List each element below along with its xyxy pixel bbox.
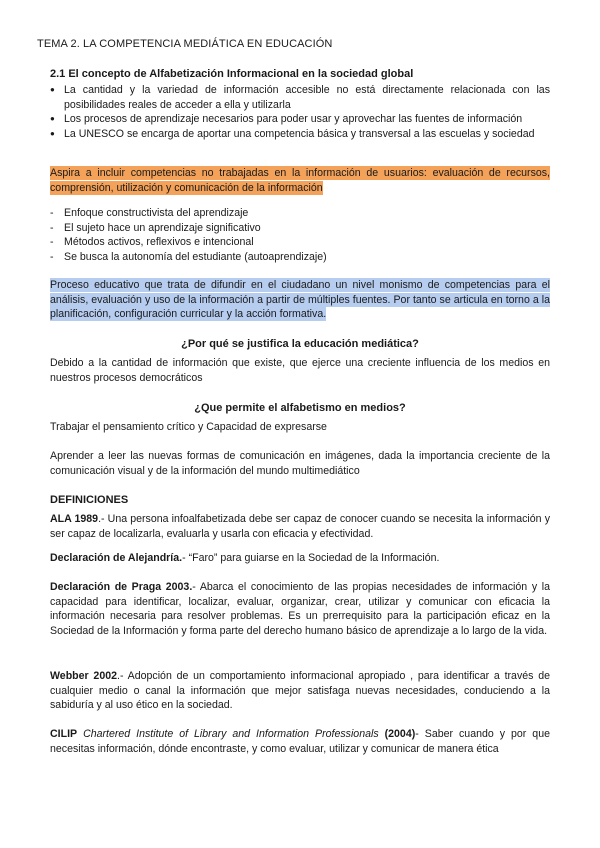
orange-highlight-text: Aspira a incluir competencias no trabajadas en la información de usuarios: evaluación de recursos, comprensión, utilización y comunicación de la información: [50, 167, 550, 194]
question-media-literacy: ¿Que permite el alfabetismo en medios?: [194, 402, 406, 414]
definition-term: ALA 1989: [50, 513, 99, 525]
definition-text: - Abarca el conocimiento de las propias necesidades de información y la capacidad para identificar, localizar, evaluar, organizar, crear, utilizar y comunicar con eficacia la información necesaria para resolver problemas. Es un prerrequisito para la participación eficaz en la Sociedad de la Información y forma parte del derecho humano básico de aprendizaje a lo largo de la vida.: [50, 581, 550, 637]
orange-highlight-block: [50, 166, 550, 195]
definition-ala: [50, 512, 550, 541]
definition-webber: [50, 669, 550, 713]
definition-alejandria: [50, 551, 550, 566]
dash-item: - El sujeto hace un aprendizaje significativo: [50, 221, 550, 236]
answer-media-education: Debido a la cantidad de información que existe, que ejerce una creciente influencia de los medios en nuestros procesos democráticos: [50, 357, 550, 384]
bullet-item: ● La cantidad y la variedad de información accesible no está directamente relacionada con las posibilidades reales de acceder a ella y utilizarla: [50, 83, 550, 112]
blue-highlight-text: Proceso educativo que trata de difundir en el ciudadano un nivel monismo de competencias para el análisis, evaluación y uso de la información a partir de múltiples fuentes. Por tanto se articula en torno a la planificación, configuración curricular y la acción formativa.: [50, 279, 550, 321]
bullet-item: ● Los procesos de aprendizaje necesarios para poder usar y aprovechar las fuentes de información: [50, 112, 550, 127]
cilip-full-name: Chartered Institute of Library and Information Professionals: [83, 728, 379, 740]
bullet-item: ● La UNESCO se encarga de aportar una competencia básica y transversal a las escuelas y sociedad: [50, 127, 550, 142]
definition-cilip: [50, 727, 550, 756]
definition-term: Declaración de Praga 2003.: [50, 581, 193, 593]
answer-media-literacy-1: Trabajar el pensamiento crítico y Capacidad de expresarse: [50, 421, 327, 433]
document-title: TEMA 2. LA COMPETENCIA MEDIÁTICA EN EDUCACIÓN: [37, 38, 333, 50]
definition-text: .- Adopción de un comportamiento informacional apropiado , para identificar a través de cualquier medio o canal la información que mejor satisfaga nuevas necesidades, conduciendo a la sabiduría y al uso ético en la sociedad.: [50, 670, 550, 712]
answer-media-literacy-2: Aprender a leer las nuevas formas de comunicación en imágenes, dada la importancia creciente de la comunicación visual y de la información del mundo multimediático: [50, 450, 550, 477]
definition-term: Webber 2002: [50, 670, 117, 682]
dash-item: - Se busca la autonomía del estudiante (autoaprendizaje): [50, 250, 550, 265]
dash-item: - Enfoque constructivista del aprendizaje: [50, 206, 550, 221]
definition-praga: [50, 580, 550, 638]
dash-list-container: [50, 206, 550, 264]
dash-list: [50, 206, 550, 264]
definition-text: - “Faro” para guiarse en la Sociedad de la Información.: [182, 552, 440, 564]
dash-item: - Métodos activos, reflexivos e intencional: [50, 235, 550, 250]
definitions-heading: DEFINICIONES: [50, 494, 129, 506]
section-heading: 2.1 El concepto de Alfabetización Informacional en la sociedad global: [50, 68, 414, 80]
bullet-list-container: [50, 83, 550, 141]
definition-text: - Saber cuando y por que necesitas información, dónde encontraste, y como evaluar, utilizar y comunicar de manera ética: [50, 728, 550, 755]
bullet-list: [50, 83, 550, 141]
question-media-education: ¿Por qué se justifica la educación mediática?: [181, 338, 419, 350]
definition-text: .- Una persona infoalfabetizada debe ser capaz de conocer cuando se necesita la información y ser capaz de localizarla, evaluarla y usarla con eficacia y efectividad.: [50, 513, 550, 540]
definition-term: CILIP: [50, 728, 78, 740]
blue-highlight-block: [50, 278, 550, 322]
cilip-year: (2004): [384, 728, 416, 740]
definition-term: Declaración de Alejandría.: [50, 552, 183, 564]
